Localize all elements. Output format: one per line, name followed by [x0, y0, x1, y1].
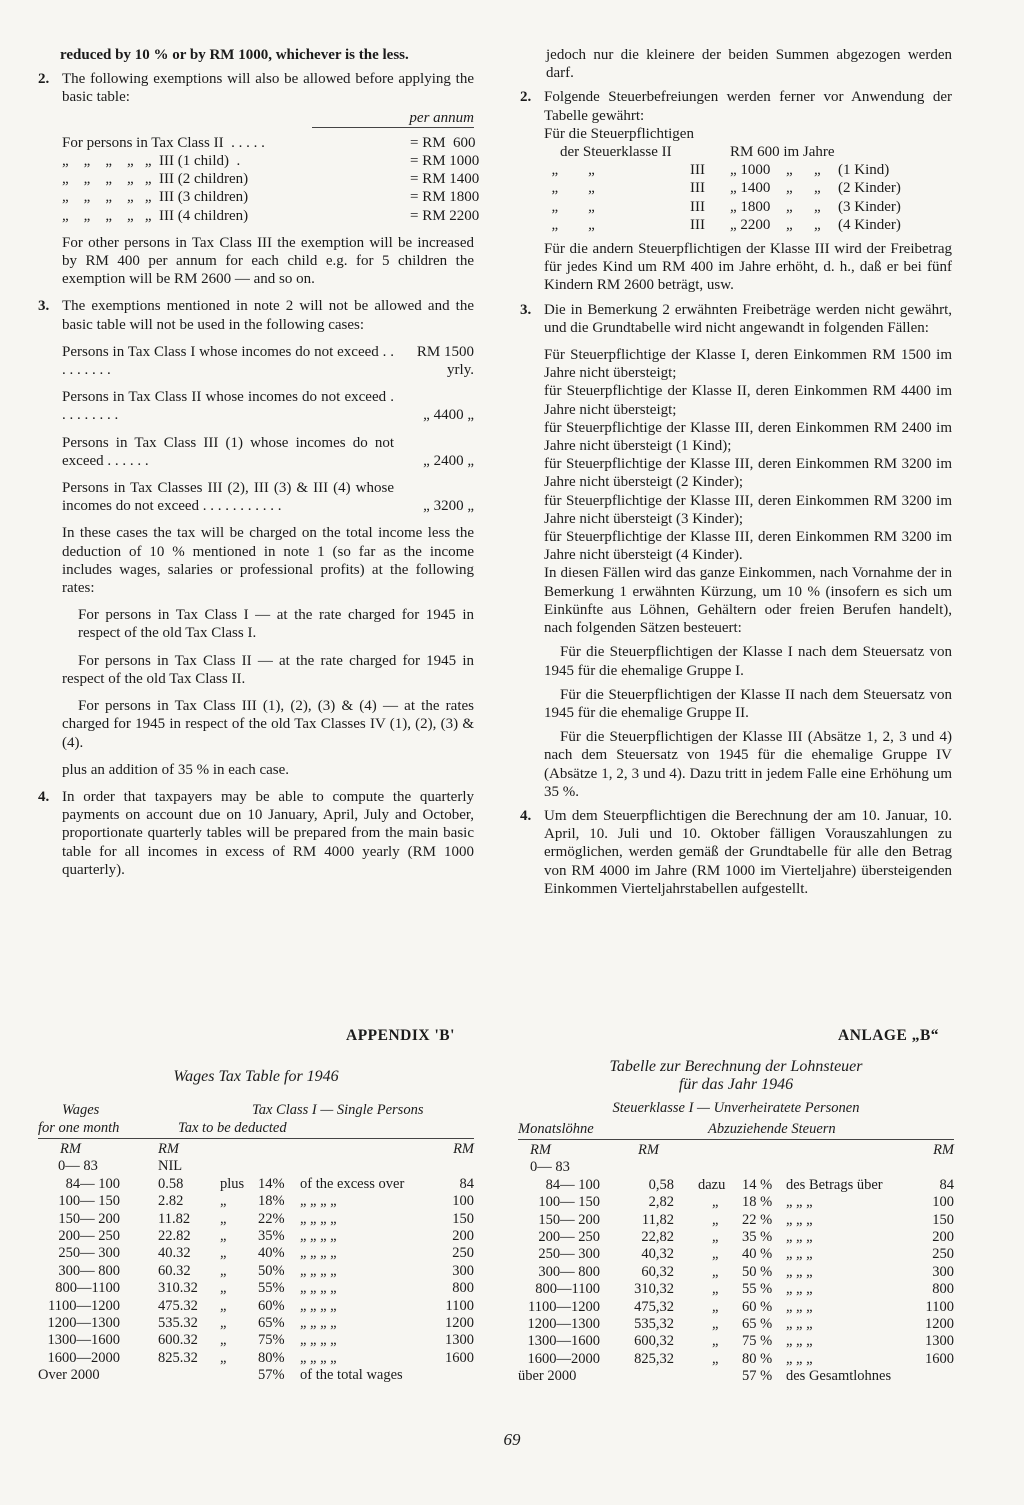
de-exemption-row: „ „ III „ 1400 „ „ (2 Kinder) — [544, 180, 901, 197]
table-row: 300— 800 60.32 „ 50% „ „ „ „ 300 — [58, 1262, 474, 1279]
table-row: 200— 250 22.82 „ 35% „ „ „ „ 200 — [58, 1228, 474, 1245]
en-note-3-text: The exemptions mentioned in note 2 will not be allowed and the basic table will not be used in the following cases: — [62, 298, 474, 333]
en-note-4-text: In order that taxpayers may be able to compute the quarterly payments on account due on 10 January, April, July and October, proportionate quarterly tables will be prepared from the main basic table for all incomes in excess of RM 4000 yearly (RM 1000 quarterly). — [62, 788, 474, 878]
de-header-deducted: Abzuziehende Steuern — [708, 1121, 836, 1137]
de-header-wages: Monatslöhne — [518, 1121, 594, 1137]
table-row: 300— 800 60,32 „ 50 % „ „ „ 300 — [538, 1263, 954, 1280]
de-case-3: für Steuerpflichtige der Klasse III, deren Einkommen RM 2400 im Jahre nicht übersteigt (1 Kind); — [544, 419, 952, 455]
table-row: 0— 83 — [530, 1159, 570, 1176]
en-rate-class-2: For persons in Tax Class II — at the rate charged for 1945 in respect of the old Tax Class II. — [62, 652, 474, 687]
de-note-2-text: Folgende Steuerbefreiungen werden ferner vor Anwendung der Tabelle gewährt: — [544, 89, 952, 124]
table-row: 1100—1200 475.32 „ 60% „ „ „ „ 1100 — [48, 1297, 474, 1314]
table-row: 1600—2000 825,32 „ 80 % „ „ „ 1600 — [527, 1350, 954, 1367]
en-note-4-number: 4. — [38, 788, 50, 805]
en-table-rule — [38, 1138, 474, 1139]
table-row: 1300—1600 600,32 „ 75 % „ „ „ 1300 — [527, 1333, 954, 1350]
en-exemption-row: „ „ „ „ „ III (2 children) = RM 1400 — [62, 171, 480, 188]
table-row: 1100—1200 475,32 „ 60 % „ „ „ 1100 — [528, 1298, 954, 1315]
table-row: 84— 100 0.58 plus 14% of the excess over 84 — [65, 1175, 474, 1192]
en-wages-tax-table — [38, 1068, 474, 1385]
en-per-annum: per annum — [312, 109, 474, 128]
german-column — [520, 46, 952, 898]
en-note-3-number: 3. — [38, 298, 50, 315]
de-table-title-1: Tabelle zur Berechnung der Lohnsteuer — [609, 1058, 863, 1075]
en-exemption-row: „ „ „ „ „ III (4 children) = RM 2200 — [62, 207, 480, 224]
table-row: 0— 83 NIL — [58, 1158, 183, 1175]
english-column — [38, 46, 480, 879]
de-note-4-number: 4. — [520, 807, 532, 824]
en-exemption-list — [62, 134, 480, 225]
table-row: 800—1100 310,32 „ 55 % „ „ „ 800 — [535, 1281, 954, 1298]
table-row: 84— 100 0,58 dazu 14 % des Betrags über 84 — [545, 1176, 954, 1193]
de-table-header — [518, 1120, 954, 1138]
de-rate-class-2: Für die Steuerpflichtigen der Klasse II nach dem Steuersatz von 1945 für die ehemalige Gruppe II. — [544, 686, 952, 721]
de-lead-text: jedoch nur die kleinere der beiden Summen abgezogen werden darf. — [546, 47, 952, 82]
de-table-rule — [518, 1139, 954, 1140]
de-case-6: für Steuerpflichtige der Klasse III, deren Einkommen RM 3200 im Jahre nicht übersteigt (4 Kinder). — [544, 529, 952, 564]
en-table-title: Wages Tax Table for 1946 — [173, 1068, 339, 1085]
en-header-tax-class: Tax Class I — Single Persons — [252, 1102, 424, 1118]
table-row: 150— 200 11,82 „ 22 % „ „ „ 150 — [538, 1211, 954, 1228]
en-note-4 — [38, 788, 474, 879]
table-row: RM RM RM — [530, 1142, 954, 1158]
en-header-deducted: Tax to be deducted — [178, 1119, 287, 1136]
table-row: über 2000 57 % des Gesamtlohnes — [518, 1368, 892, 1385]
de-exemption-head-2: der Steuerklasse II — [560, 144, 672, 161]
en-rate-class-1: For persons in Tax Class I — at the rate charged for 1945 in respect of the old Tax Class I. — [78, 607, 474, 642]
de-case-5: für Steuerpflichtige der Klasse III, deren Einkommen RM 3200 im Jahre nicht übersteigt (3 Kinder); — [544, 492, 952, 527]
de-cases-text: In diesen Fällen wird das ganze Einkommen, nach Vornahme der in Bemerkung 1 erwähnten Kürzung, um 10 % (insofern es sich um Einkünfte aus Löhnen, Gehältern oder freien Berufen handelt), nach folgenden Sätzen besteuert: — [544, 565, 952, 637]
de-wages-tax-table — [518, 1058, 954, 1386]
en-exemption-row: „ „ „ „ „ III (1 child) . = RM 1000 — [62, 153, 480, 170]
table-row: 1200—1300 535,32 „ 65 % „ „ „ 1200 — [527, 1316, 954, 1333]
de-exemption-row: „ „ III „ 2200 „ „ (4 Kinder) — [544, 216, 901, 233]
de-note-4-text: Um dem Steuerpflichtigen die Berechnung der am 10. Januar, 10. April, 10. Juli und 10. Oktober fälligen Vorauszahlungen zu ermöglichen, werden gemäß der Grundtabelle für alle den Betrag von RM 4000 im Jahre (RM 1000 im Vierteljahre) übersteigenden Einkommen Vierteljahrstabellen aufgestellt. — [544, 807, 952, 897]
table-row: 200— 250 22,82 „ 35 % „ „ „ 200 — [538, 1229, 954, 1246]
de-tax-rows — [518, 1142, 954, 1386]
de-note-3 — [520, 301, 952, 801]
en-other-persons-text: For other persons in Tax Class III the exemption will be increased by RM 400 per annum for each child e.g. for 5 children the exemption will be RM 2600 — and so on. — [62, 234, 474, 288]
en-exemption-row: For persons in Tax Class II . . . . . = RM 600 — [62, 134, 476, 151]
table-row: 250— 300 40.32 „ 40% „ „ „ „ 250 — [58, 1245, 474, 1262]
en-exemption-row: „ „ „ „ „ III (3 children) = RM 1800 — [62, 189, 480, 206]
en-case-3: Persons in Tax Class III (1) whose incomes do not exceed . . . . . . „ 2400 „ — [62, 434, 474, 469]
de-exemption-row: „ „ III „ 1000 „ „ (1 Kind) — [544, 162, 890, 179]
de-rate-class-1: Für die Steuerpflichtigen der Klasse I nach dem Steuersatz von 1945 für die ehemalige Gruppe I. — [544, 644, 952, 679]
table-row: 150— 200 11.82 „ 22% „ „ „ „ 150 — [58, 1210, 474, 1227]
de-note-4 — [520, 807, 952, 898]
en-header-wages: Wages — [62, 1102, 100, 1118]
en-rate-class-3: For persons in Tax Class III (1), (2), (3) & (4) — at the rates charged for 1945 in respect of the old Tax Classes IV (1), (2), (3) & (4). — [62, 698, 474, 751]
de-rate-class-3: Für die Steuerpflichtigen der Klasse III (Absätze 1, 2, 3 und 4) nach dem Steuersatz von 1945 für die ehemalige Gruppe IV (Absätze 1, 2, 3 und 4). Dazu tritt in jedem Falle eine Erhöhung um 35 %. — [544, 729, 952, 800]
de-case-4: für Steuerpflichtige der Klasse III, deren Einkommen RM 3200 im Jahre nicht übersteigt (2 Kinder); — [544, 456, 952, 491]
en-note-2-text: The following exemptions will also be allowed before applying the basic table: — [62, 71, 474, 106]
table-row: Over 2000 57% of the total wages — [38, 1367, 403, 1384]
de-note-2-number: 2. — [520, 89, 532, 106]
en-lead-text: reduced by 10 % or by RM 1000, whichever is the less. — [60, 47, 409, 63]
de-table-subtitle: Steuerklasse I — Unverheiratete Personen — [612, 1100, 860, 1116]
de-note-2 — [520, 88, 952, 294]
en-header-month: for one month — [38, 1119, 120, 1136]
table-row: 1600—2000 825.32 „ 80% „ „ „ „ 1600 — [47, 1349, 474, 1366]
en-note-2 — [38, 70, 480, 288]
table-row: 1300—1600 600.32 „ 75% „ „ „ „ 1300 — [47, 1332, 474, 1349]
table-row: 100— 150 2.82 „ 18% „ „ „ „ 100 — [58, 1193, 474, 1210]
en-note-3 — [38, 297, 474, 778]
de-case-1: Für Steuerpflichtige der Klasse I, deren Einkommen RM 1500 im Jahre nicht übersteigt; — [544, 347, 952, 382]
page-number: 69 — [503, 1430, 521, 1449]
de-exemption-row: „ „ III „ 1800 „ „ (3 Kinder) — [544, 198, 901, 215]
table-row: 100— 150 2,82 „ 18 % „ „ „ 100 — [538, 1194, 954, 1211]
table-row: 250— 300 40,32 „ 40 % „ „ „ 250 — [538, 1246, 954, 1263]
appendix-heading-en: APPENDIX 'B' — [346, 1027, 455, 1044]
en-tax-rows — [38, 1141, 474, 1385]
de-table-title-2: für das Jahr 1946 — [678, 1076, 794, 1093]
de-other-persons-text: Für die andern Steuerpflichtigen der Klasse III wird der Freibetrag für jedes Kind um RM 400 im Jahre erhöht, d. h., daß er bei fünf Kindern RM 2600 beträgt, usw. — [544, 241, 952, 294]
table-row: RM RM RM — [60, 1141, 474, 1157]
de-note-3-number: 3. — [520, 301, 532, 318]
en-case-4: Persons in Tax Classes III (2), III (3) & III (4) whose incomes do not exceed . . . . . . . . . . . „ 3200 „ — [62, 480, 474, 515]
table-row: 1200—1300 535.32 „ 65% „ „ „ „ 1200 — [47, 1315, 474, 1332]
en-table-header — [38, 1102, 474, 1137]
de-exemption-head-3: RM 600 im Jahre — [730, 144, 835, 161]
table-row: 800—1100 310.32 „ 55% „ „ „ „ 800 — [55, 1280, 474, 1297]
de-note-3-text: Die in Bemerkung 2 erwähnten Freibeträge werden nicht gewährt, und die Grundtabelle wird nicht angewandt in folgenden Fällen: — [544, 301, 952, 336]
en-case-2: Persons in Tax Class II whose incomes do not exceed . . . . . . . . . „ 4400 „ — [62, 389, 474, 424]
en-case-1: Persons in Tax Class I whose incomes do not exceed . . . . . . . . . RM 1500 yrly. — [62, 343, 474, 379]
de-case-2: für Steuerpflichtige der Klasse II, deren Einkommen RM 4400 im Jahre nicht übersteigt; — [544, 383, 952, 418]
en-cases-text: In these cases the tax will be charged on the total income less the deduction of 10 % mentioned in note 1 (so far as the income includes wages, salaries or professional profits) at the following rates: — [62, 525, 474, 597]
de-exemption-head — [544, 143, 952, 161]
en-plus-addition: plus an addition of 35 % in each case. — [62, 761, 290, 778]
en-note-2-number: 2. — [38, 71, 50, 88]
de-exemption-head-1: Für die Steuerpflichtigen — [544, 125, 694, 142]
appendix-heading-de: ANLAGE „B“ — [838, 1027, 940, 1044]
